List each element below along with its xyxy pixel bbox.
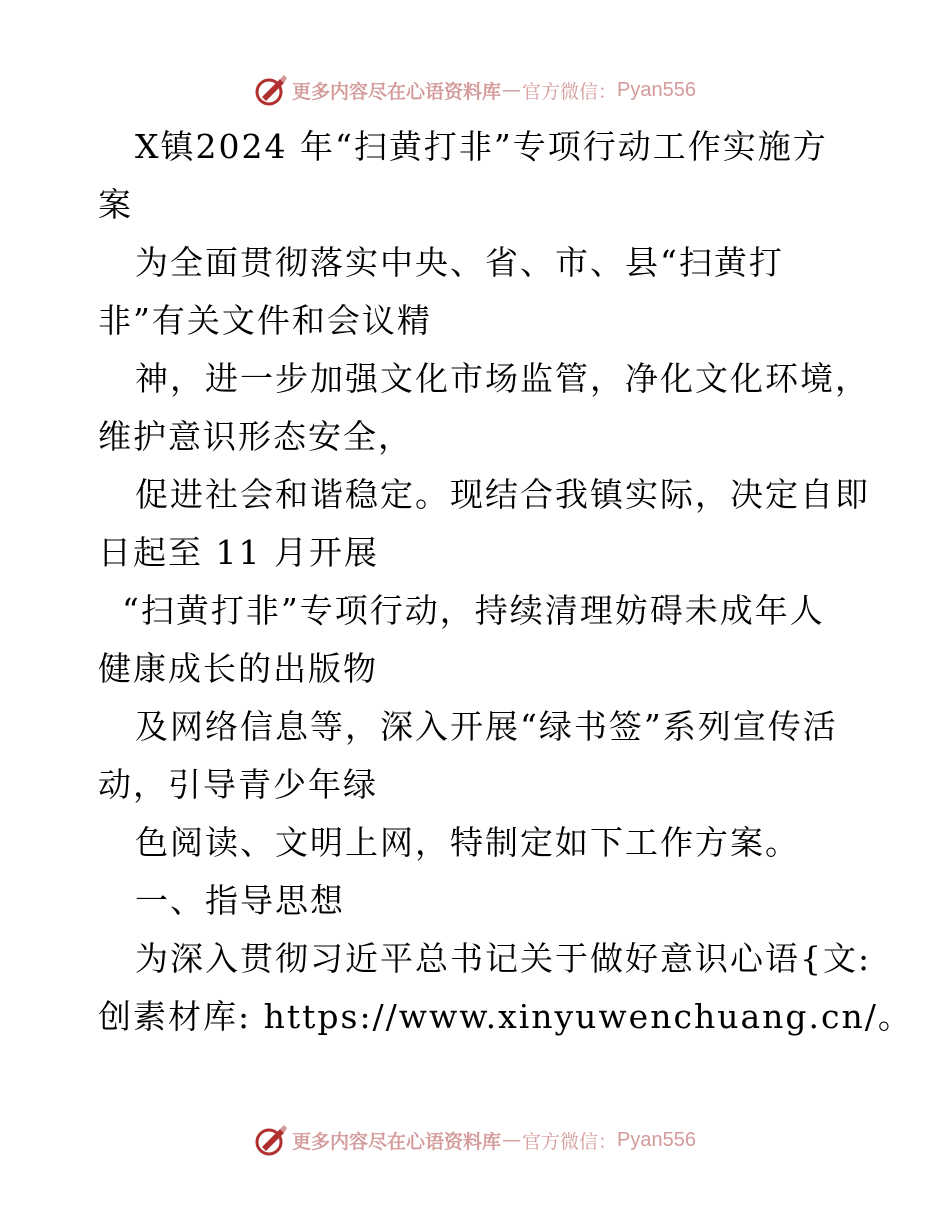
doc-line: 维护意识形态安全， bbox=[98, 417, 413, 456]
doc-title-line-2: 案 bbox=[98, 185, 133, 224]
doc-line: 色阅读、文明上网，特制定如下工作方案。 bbox=[135, 823, 800, 862]
footer-banner bbox=[0, 1120, 950, 1160]
banner-dash: — bbox=[502, 79, 522, 101]
header-banner bbox=[0, 70, 950, 110]
doc-line: 促进社会和谐稳定。现结合我镇实际，决定自即 bbox=[135, 475, 870, 514]
banner-wechat-id: Pyan556 bbox=[617, 1128, 696, 1151]
banner-title: 更多内容尽在心语资料库 bbox=[292, 1130, 502, 1153]
pen-logo-icon bbox=[254, 1123, 288, 1157]
doc-line: 为全面贯彻落实中央、省、市、县“扫黄打 bbox=[135, 243, 784, 282]
document-body bbox=[98, 118, 913, 1046]
doc-title-line-1: X镇2024 年“扫黄打非”专项行动工作实施方 bbox=[135, 127, 828, 166]
section-heading: 一、指导思想 bbox=[135, 881, 345, 920]
doc-line: 日起至 11 月开展 bbox=[98, 533, 379, 572]
doc-line: 动，引导青少年绿 bbox=[98, 765, 378, 804]
banner-official-label: 官方微信： bbox=[522, 1130, 618, 1153]
doc-line: 健康成长的出版物 bbox=[98, 649, 378, 688]
banner-wechat-id: Pyan556 bbox=[617, 78, 696, 101]
doc-line: 神，进一步加强文化市场监管，净化文化环境， bbox=[135, 359, 870, 398]
doc-line: 非”有关文件和会议精 bbox=[98, 301, 432, 340]
doc-line: “扫黄打非”专项行动，持续清理妨碍未成年人 bbox=[122, 591, 825, 630]
doc-line: 为深入贯彻习近平总书记关于做好意识心语{文: bbox=[135, 939, 872, 978]
banner-official-label: 官方微信： bbox=[522, 80, 618, 103]
doc-line: 及网络信息等，深入开展“绿书签”系列宣传活 bbox=[135, 707, 838, 746]
pen-logo-icon bbox=[254, 73, 288, 107]
doc-line-url: 创素材库: https://www.xinyuwenchuang.cn/。 bbox=[98, 997, 913, 1036]
banner-dash: — bbox=[502, 1129, 522, 1151]
banner-title: 更多内容尽在心语资料库 bbox=[292, 80, 502, 103]
